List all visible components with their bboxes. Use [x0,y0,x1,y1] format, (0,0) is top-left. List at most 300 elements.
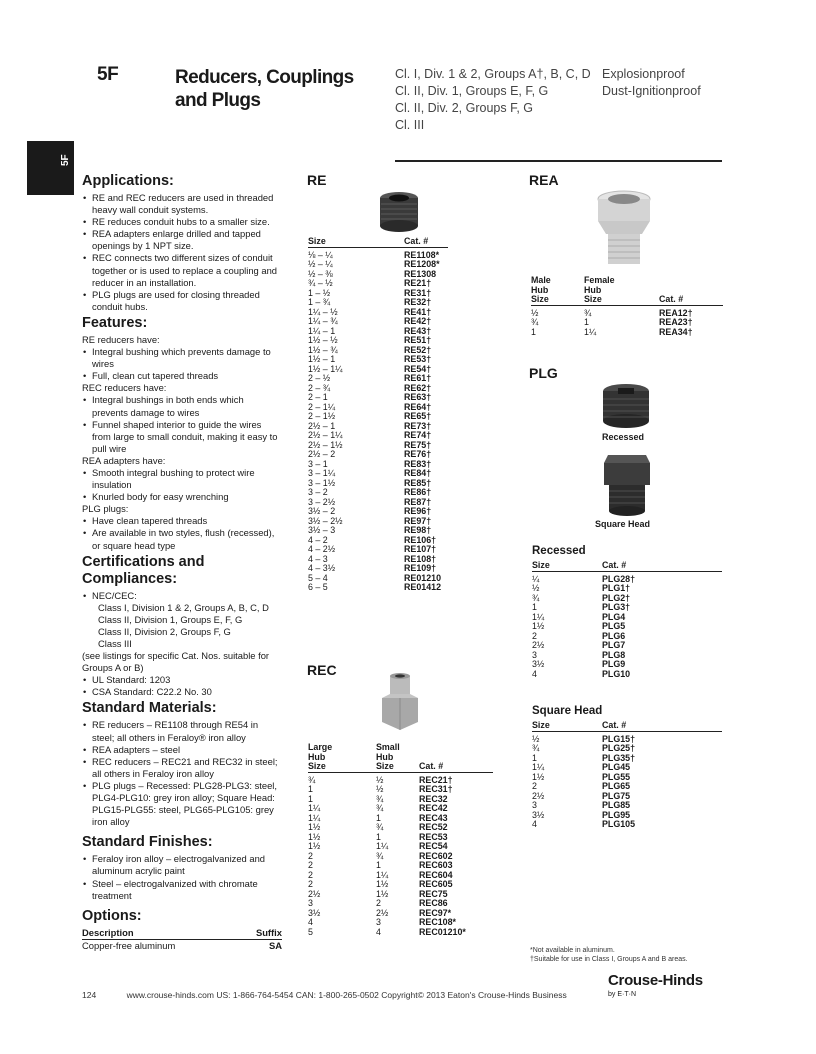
table-row [308,804,493,814]
table-row [308,823,493,833]
col-small-l1: Small [376,742,400,752]
list-item: • Steel – electrogalvanized with chromate treatment [92,878,282,902]
cat-number: PLG65 [602,781,631,791]
size-value: 1 – ½ [308,287,331,298]
re-table [308,237,448,593]
cat-number: RE64† [404,401,432,412]
size-value: 3 – 1½ [308,477,336,488]
table-row [308,871,493,881]
size-value: 1 [584,317,589,327]
cat-number: RE1208* [404,259,440,269]
cert-heading-line1: Certifications and [82,553,205,570]
cat-number: PLG15† [602,733,636,744]
re-reducer-image [378,190,420,234]
page-number: 124 [82,990,97,1000]
col-large-l2: Hub [308,751,326,762]
size-value: ½ [532,733,540,744]
cat-number: RE62† [404,382,432,393]
square-head-caption: Square Head [595,519,651,529]
table-header [308,237,448,248]
size-value: ¾ [531,317,539,327]
col-male [531,276,584,305]
table-row [531,328,723,338]
size-value: 3 – 1¼ [308,468,336,478]
options-heading: Options: [82,907,142,924]
table-row [308,785,493,795]
size-value: ½ [376,774,384,785]
class-line: Cl. III [395,118,425,132]
square-head-rows [532,735,722,830]
cert-heading [82,554,282,588]
hazard-class-list [395,66,591,134]
size-value: 2 – ¾ [308,382,331,393]
cat-number: PLG75 [602,790,631,801]
size-value: 4 [532,819,537,829]
size-value: 2 [532,630,537,641]
cat-number: RE65† [404,411,432,421]
size-value: 2 [308,879,313,889]
table-row [532,670,722,680]
cat-number: RE109† [404,563,437,573]
applications-list [82,192,282,313]
size-value: 1½ – 1¼ [308,363,343,374]
rea-heading: REA [529,172,559,188]
list-item: • REC connects two different sizes of conduit together or is used to replace a coupling and reducer in an installation. [92,252,282,288]
recessed-caption: Recessed [602,432,645,442]
list-item: • Integral bushing which prevents damage to wires [92,346,282,370]
plg-intro: PLG plugs: [82,503,129,515]
size-value: 4 – 2 [308,534,328,545]
col-cat: Cat. # [419,761,444,771]
size-value: ¾ [376,850,384,861]
table-row [532,632,722,642]
size-value: ⅛ – ¼ [308,249,333,260]
table-row [532,641,722,651]
cert-class: Class II, Division 1, Groups E, F, G [98,613,243,625]
table-row [308,583,448,593]
square-head-table [532,721,722,830]
re-heading: RE [307,172,327,188]
size-value: 2 [376,898,381,908]
list-item: • RE reducers – RE1108 through RE54 in steel; all others in Feraloy® iron alloy [92,719,282,743]
cat-number: RE63† [404,392,432,402]
class-line: Cl. II, Div. 1, Groups E, F, G [395,84,549,98]
size-value: 2½ [532,790,545,801]
cat-number: RE106† [404,534,437,545]
size-value: ¾ [376,803,384,813]
col-female-l3: Size [584,294,602,304]
rec-features [82,394,282,454]
list-item: • UL Standard: 1203 [92,674,282,686]
size-value: 1¼ [308,812,321,823]
title-line-2: and Plugs [175,90,261,111]
cat-number: RE43† [404,325,432,336]
size-value: 3 [532,649,537,660]
col-small [376,743,419,772]
re-intro: RE reducers have: [82,333,160,345]
plg-recessed-image [601,383,651,431]
options-desc: Copper-free aluminum [82,939,176,951]
size-value: 3 [532,800,537,810]
table-header [308,743,493,773]
cat-number: REC32 [419,793,448,804]
size-value: 3½ – 2½ [308,515,343,526]
col-male-l3: Size [531,294,549,304]
list-item: • CSA Standard: C22.2 No. 30 [92,686,282,698]
size-value: 2 [308,869,313,880]
size-value: 1½ [308,841,321,851]
size-value: 1¼ [376,869,389,880]
rating-line: Explosionproof [602,67,685,81]
cat-number: REC01210* [419,926,466,937]
size-value: 5 – 4 [308,572,328,583]
options-suffix-header: Suffix [255,926,282,938]
footer-text: www.crouse-hinds.com US: 1-866-764-5454 CAN: 1-800-265-0502 Copyright© 2013 Eaton's Crouse-Hinds Business [126,990,567,1000]
size-value: 4 [532,668,537,679]
table-row [308,852,493,862]
size-value: 2 – 1½ [308,411,336,421]
size-value: 1 [376,831,381,842]
size-value: 1½ – ¾ [308,344,338,355]
table-row [532,622,722,632]
size-value: 1½ [308,831,321,842]
cat-number: REC603 [419,860,453,870]
cat-number: RE87† [404,496,432,507]
size-value: 2 – 1 [308,392,328,402]
size-value: 2½ [308,888,321,899]
re-rows [308,251,448,593]
footnote: †Suitable for use in Class I, Groups A and B areas. [530,956,688,963]
size-value: 6 – 5 [308,582,328,592]
cat-number: RE01210 [404,572,442,583]
cat-number: REC97* [419,907,452,918]
cat-number: REC21† [419,774,453,785]
col-cat: Cat. # [659,294,684,304]
class-line: Cl. II, Div. 2, Groups F, G [395,101,533,115]
col-large-l3: Size [308,761,326,771]
table-row [308,890,493,900]
cat-number: PLG8 [602,649,626,660]
cat-number: RE51† [404,335,432,345]
cat-number: RE86† [404,487,432,497]
table-row [531,318,723,328]
cat-number: PLG28† [602,573,636,584]
cat-number: RE107† [404,544,437,554]
cert-class: Class III [98,638,132,649]
title-line-1: Reducers, Couplings [175,67,354,88]
cert-list [82,590,282,602]
cat-number: REC75 [419,888,448,899]
size-value: 3½ – 2 [308,506,336,516]
size-value: 1¼ [532,611,545,622]
cat-number: REC86 [419,898,448,908]
cat-number: RE83† [404,458,432,469]
list-item: • PLG plugs – Recessed: PLG28-PLG3: steel, PLG4-PLG10: grey iron alloy; Square Head: PLG15-PLG55: steel, PLG65-PLG105: grey iron alloy [92,780,282,828]
list-item: • Have clean tapered threads [92,515,282,527]
rec-reducer-image [378,672,422,734]
size-value: 1 [376,812,381,823]
size-value: 2 [532,781,537,791]
cat-number: PLG5 [602,621,626,631]
cat-number: RE108† [404,553,437,564]
rea-table [531,276,723,337]
size-value: 4 [308,917,313,927]
cat-number: RE76† [404,449,432,459]
size-value: 3½ [532,809,545,820]
rea-adapter-image [596,190,652,270]
cert-note: (see listings for specific Cat. Nos. suitable for Groups A or B) [82,650,270,674]
cert-class: Class I, Division 1 & 2, Groups A, B, C, D [98,601,269,613]
col-cat: Cat. # [602,720,627,730]
size-value: 1 [531,326,536,337]
size-value: 2 – ½ [308,373,331,383]
class-line: Cl. I, Div. 1 & 2, Groups A†, B, C, D [395,67,591,81]
size-value: 1¼ – 1 [308,325,336,336]
size-value: 1 [308,784,313,794]
cat-number: RE61† [404,373,432,383]
table-row [308,842,493,852]
size-value: 3 – 2½ [308,496,336,507]
size-value: 1¼ [584,326,597,337]
list-item: • Knurled body for easy wrenching [92,491,282,503]
size-value: 3 – 2 [308,487,328,497]
finishes-list [82,853,282,901]
brand-by: by E·T·N [608,991,636,998]
cat-number: RE32† [404,297,432,307]
size-value: ½ [531,307,539,318]
table-header [532,721,722,732]
table-row [308,795,493,805]
cat-number: REC108* [419,917,456,927]
col-size: Size [532,720,550,730]
cat-number: RE42† [404,316,432,326]
table-row [308,861,493,871]
list-item: • REA adapters – steel [92,744,282,756]
rec-intro: REC reducers have: [82,382,167,394]
cat-number: PLG4 [602,611,626,622]
size-value: ¾ [376,822,384,832]
options-header [82,927,282,939]
table-row [308,928,493,938]
list-item: • REC reducers – REC21 and REC32 in steel; all others in Feraloy iron alloy [92,756,282,780]
rea-rows [531,309,723,338]
cat-number: RE96† [404,506,432,516]
cat-number: PLG2† [602,592,631,603]
size-value: 1 [532,752,537,763]
header-rule [395,160,722,162]
list-item: • Feraloy iron alloy – electrogalvanized and aluminum acrylic paint [92,853,282,877]
size-value: ¾ [532,592,540,603]
footer [82,990,567,1000]
cat-number: PLG3† [602,602,631,612]
col-size: Size [308,236,326,246]
list-item: • RE reduces conduit hubs to a smaller size. [92,216,282,228]
table-row [308,899,493,909]
col-small-l3: Size [376,761,394,771]
cat-number: RE75† [404,439,432,450]
cat-number: RE97† [404,515,432,526]
size-value: 1 [308,793,313,804]
table-header [531,276,723,306]
square-head-table-title: Square Head [532,705,603,717]
options-row [82,940,282,952]
table-row [532,603,722,613]
cat-number: RE54† [404,363,432,374]
col-large [308,743,376,772]
finishes-heading: Standard Finishes: [82,834,213,851]
size-value: 1½ – 1 [308,354,336,364]
col-male-l2: Hub [531,284,549,295]
cat-number: REC54 [419,841,448,851]
rating-line: Dust-Ignitionproof [602,84,701,98]
plg-square-head-image [602,451,652,517]
plg-features [82,515,282,551]
size-value: ¾ [584,307,592,318]
cat-number: RE21† [404,278,432,288]
left-column [82,171,282,952]
cat-number: PLG85 [602,800,631,810]
col-cat: Cat. # [602,560,627,570]
cat-number: PLG105 [602,819,636,829]
col-large-l1: Large [308,742,333,752]
size-value: 1½ – ½ [308,335,338,345]
cat-number: REC52 [419,822,448,832]
rec-table [308,743,493,937]
table-row [308,880,493,890]
cat-number: RE74† [404,430,432,440]
cat-number: RE1108* [404,249,440,260]
cat-number: PLG35† [602,752,636,763]
size-value: ¾ [376,793,384,804]
cat-number: REC602 [419,850,453,861]
size-value: 2 [308,850,313,861]
cert-standards [82,674,282,698]
col-small-l2: Hub [376,751,394,762]
size-value: ¾ – ½ [308,278,333,288]
rec-heading: REC [307,662,337,678]
cert-class: Class II, Division 2, Groups F, G [98,625,231,637]
size-value: 4 [376,926,381,937]
rec-rows [308,776,493,938]
table-row [308,776,493,786]
size-value: 1¼ [532,762,545,772]
cat-number: RE01412 [404,582,442,592]
size-value: 1½ [532,771,545,782]
size-value: 1½ [532,621,545,631]
size-value: 2 [308,860,313,870]
size-value: ¾ [308,774,316,785]
size-value: 1½ [376,888,389,899]
size-value: 4 – 3 [308,553,328,564]
cat-number: REA12† [659,307,693,318]
table-row [532,651,722,661]
size-value: ¾ [532,743,540,753]
cat-number: RE84† [404,468,432,478]
size-value: 4 – 2½ [308,544,336,554]
list-item: • PLG plugs are used for closing threaded conduit hubs. [92,289,282,313]
size-value: 1½ [376,879,389,889]
cat-number: RE1308 [404,268,437,279]
cat-number: REC605 [419,879,453,889]
cat-number: RE31† [404,287,432,298]
col-male-l1: Male [531,275,551,285]
size-value: 2½ [532,640,545,650]
table-row [308,833,493,843]
list-item: • RE and REC reducers are used in threaded heavy wall conduit systems. [92,192,282,216]
size-value: 3 [376,917,381,927]
cat-number: PLG95 [602,809,631,820]
size-value: 4 – 3½ [308,563,336,573]
options-desc-header: Description [82,926,134,938]
size-value: 2½ – 2 [308,449,336,459]
cat-number: REC31† [419,784,453,794]
table-row [531,309,723,319]
col-female-l1: Female [584,275,615,285]
list-item: • NEC/CEC: [92,590,282,602]
footnotes [530,946,688,964]
list-item: • Smooth integral bushing to protect wire insulation [92,467,282,491]
recessed-table-title: Recessed [532,545,586,557]
size-value: ½ – ⅜ [308,268,333,279]
list-item: • Integral bushings in both ends which prevents damage to wires [92,394,282,418]
section-code: 5F [97,64,119,85]
size-value: 1¼ – ½ [308,306,338,317]
size-value: 3 [308,898,313,908]
size-value: 2½ [376,907,389,918]
rea-intro: REA adapters have: [82,454,166,466]
cat-number: RE73† [404,420,432,431]
size-value: 2½ – 1½ [308,439,343,450]
cert-heading-line2: Compliances: [82,570,178,587]
cat-number: REC42 [419,803,448,813]
table-header [532,561,722,572]
brand-logo: Crouse-Hinds [608,972,703,989]
size-value: 1¼ [376,841,389,851]
cat-number: RE98† [404,525,432,535]
re-features [82,346,282,382]
list-item: • REA adapters enlarge drilled and tapped openings by 1 NPT size. [92,228,282,252]
features-heading: Features: [82,314,148,331]
size-value: ½ – ¼ [308,259,333,269]
col-female [584,276,659,305]
cat-number: PLG25† [602,743,636,753]
footnote: *Not available in aluminum. [530,947,615,954]
cat-number: RE41† [404,306,432,317]
size-value: 2½ – 1 [308,420,336,431]
cat-number: REC53 [419,831,448,842]
materials-heading: Standard Materials: [82,700,217,717]
table-row [308,814,493,824]
cat-number: PLG7 [602,640,626,650]
table-row [308,909,493,919]
cat-number: REA34† [659,326,693,337]
cat-number: REC604 [419,869,453,880]
rea-features [82,467,282,503]
size-value: 1 – ¾ [308,297,331,307]
recessed-table [532,561,722,679]
size-value: 2 – 1¼ [308,401,336,412]
size-value: ½ [532,583,540,593]
size-value: 1¼ [308,803,321,813]
rating-list [602,66,701,100]
side-tab [27,141,74,195]
recessed-rows [532,575,722,680]
size-value: 1 [532,602,537,612]
cat-number: PLG9 [602,659,626,669]
size-value: 1 [376,860,381,870]
list-item: • Are available in two styles, flush (recessed), or square head type [92,527,282,551]
col-cat: Cat. # [404,236,429,246]
